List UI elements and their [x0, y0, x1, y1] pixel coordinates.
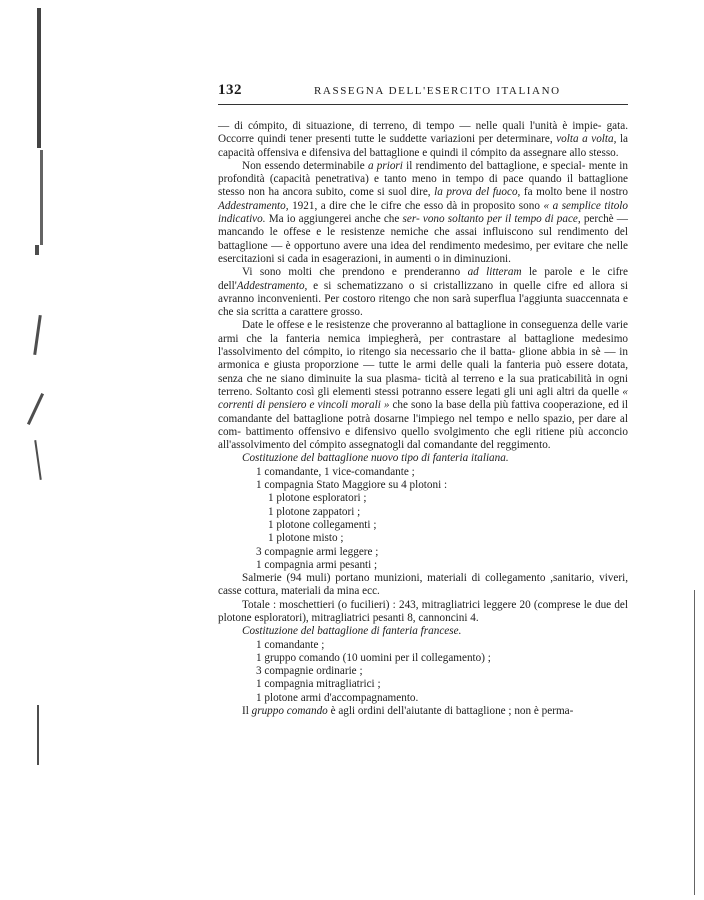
text-line: Salmerie (94 muli) portano munizioni, materiali di collegamento ,sanitario,: [242, 572, 595, 585]
paragraph: [218, 120, 628, 160]
text-line: 1921, a dire che le cifre che esso dà: [288, 199, 458, 212]
text-line: cada in esagerazioni, in aumenti o in diminuzioni.: [287, 252, 511, 265]
french-battalion-heading: Costituzione del battaglione di fanteria francese.: [242, 625, 462, 638]
text-line: il rendimento del battaglione, e special-: [402, 159, 586, 172]
emphasis: « a semplice titolo indicativo.: [218, 199, 628, 226]
text-line: delle varie armi che la fanteria nemica impiegherà, per contrastare al battaglione: [218, 319, 628, 345]
text-line: il battaglione stesso non ha ancora subito, come si suol dire,: [218, 173, 629, 199]
text-line: — di cómpito, di situazione, di terreno, di tempo — nelle quali l'unità è impie-: [218, 120, 602, 132]
scan-edge-mark: [27, 393, 44, 425]
text-line: da assegnare allo stesso.: [509, 146, 619, 159]
list-item: 1 gruppo comando (10 uomini per il collegamento) ;: [256, 651, 491, 664]
scan-edge-mark: [694, 590, 695, 895]
italian-battalion-heading: Costituzione del battaglione nuovo tipo di fanteria italiana.: [242, 452, 509, 465]
text-line: nemiche che assai influiscono sul rendimento del battaglione — è opportuno: [218, 226, 628, 252]
list-item: 1 comandante ;: [256, 638, 325, 651]
text-line: Vi sono molti che prendono e prenderanno: [242, 266, 468, 279]
text-line: Date le offese e le resistenze che proveranno al battaglione in conseguenza: [242, 319, 578, 332]
text-line: è agli ordini dell'aiutante di battaglione ; non è perma-: [327, 705, 574, 718]
list-item: 1 comandante, 1 vice-comandante ;: [256, 465, 415, 478]
text-line: Non essendo determinabile: [242, 159, 368, 172]
text-line: ticità al terreno e la sua praticabilità in ogni terreno. Soltanto così gli elementi: [218, 372, 629, 398]
text-line: e si schematizzano o si cristallizzano in quelle cifre ed allora: [307, 279, 615, 292]
text-line: medesimo l'assolvimento del cómpito, io ritengo sia necessario che il batta-: [218, 332, 629, 359]
text-line: stessi potranno essere legati gli uni agli altri da quelle: [374, 385, 623, 398]
paragraph: [218, 599, 628, 626]
list-item: 1 plotone esploratori ;: [268, 492, 367, 505]
text-line: Totale : moschettieri (o fucilieri) : 243, mitragliatrici leggere 20 (comprese: [242, 598, 581, 611]
text-line: Ma io aggiungerei anche che: [265, 213, 403, 226]
scan-edge-mark: [35, 245, 39, 255]
emphasis: vincoli morali »: [317, 399, 390, 412]
page-number: 132: [218, 82, 242, 98]
list-item: 3 compagnie ordinarie ;: [256, 665, 363, 678]
text-line: all'assolvimento del cómpito assegnatogli dal comandante del reggimento.: [218, 439, 551, 452]
text-line: gata. Occorre quindi tener presenti tutte le suddette variazioni per determinare,: [218, 120, 629, 146]
italian-list: [218, 466, 628, 572]
text-line: le due del plotone esploratori), mitragliatrici pesanti 8, cannoncini 4.: [218, 598, 629, 624]
emphasis: Addestramento,: [236, 279, 308, 292]
emphasis: ser-: [402, 213, 420, 226]
text-line: dell': [218, 279, 237, 292]
emphasis: volta a volta,: [556, 133, 617, 146]
text-line: fa molto bene il nostro: [523, 186, 629, 199]
scan-edge-mark: [33, 315, 42, 355]
list-item: 1 plotone misto ;: [268, 532, 344, 545]
emphasis: « correnti di pensiero e: [218, 385, 629, 412]
emphasis: a priori: [367, 159, 403, 172]
list-item: 1 plotone collegamenti ;: [268, 518, 377, 531]
scan-edge-mark: [37, 8, 41, 148]
paragraph: [218, 572, 628, 599]
paragraph: [218, 160, 628, 266]
scan-edge-mark: [37, 705, 39, 765]
section-heading: [218, 452, 628, 465]
text-line: del battaglione potrà dosarne l'impiego nel tempo e nello spazio, per dare al com-: [218, 412, 628, 438]
list-item: 1 plotone armi d'accompagnamento.: [256, 691, 419, 704]
emphasis: gruppo comando: [251, 705, 328, 718]
text-line: suaccennata e che sia scritta a carattere grosso.: [218, 292, 628, 319]
emphasis: ad litteram: [467, 266, 522, 279]
french-list: [218, 639, 628, 705]
scan-edge-mark: [34, 440, 42, 480]
list-item: 1 compagnia mitragliatrici ;: [256, 678, 381, 691]
list-item: 3 compagnie armi leggere ;: [256, 545, 379, 558]
text-line: glione abbia in sè — in armonica e giusta proporzione — tutte le armi delle: [218, 346, 628, 372]
text-line: la capacità offensiva e difensiva del battaglione e quindi il cómpito: [218, 133, 629, 159]
text-line: battimento offensivo e difensivo quello svolgimento che egli ritiene più acconcio: [245, 425, 629, 438]
list-item: 1 compagnia Stato Maggiore su 4 plotoni :: [256, 479, 448, 492]
paragraph: [218, 705, 628, 718]
text-line: viveri, casse cottura, materiali da mina ecc.: [218, 572, 629, 598]
emphasis: vono soltanto per il tempo di pace,: [422, 213, 581, 226]
text-line: quali la fanteria può essere dotata, senza che ne siano diminuite la sua plasma-: [218, 359, 629, 385]
text-line: che sono la base della più fattiva cooperazione, ed il comandante: [218, 399, 629, 425]
text-line: le parole e le cifre: [521, 266, 628, 279]
paragraph: [218, 266, 628, 319]
emphasis: la prova del fuoco,: [434, 186, 521, 199]
text-line: avere una idea del rendimento medesimo, per evitare che nelle esercitazioni si: [218, 239, 629, 265]
list-item: 1 compagnia armi pesanti ;: [256, 558, 378, 571]
text-line: si avranno inconvenienti. Per costoro ritengo che non sarà superflua l'aggiunta: [218, 279, 628, 305]
text-line: mente in profondità (capacità penetrativa) e tanto meno in tempo di pace quando: [218, 159, 628, 186]
running-title: RASSEGNA DELL'ESERCITO ITALIANO: [314, 85, 561, 97]
text-line: Il: [242, 705, 252, 718]
paragraph: [218, 319, 628, 452]
header-rule: [218, 104, 628, 105]
list-item: 1 plotone zappatori ;: [268, 505, 361, 518]
text-line: perchè — mancando le offese e le resistenze: [218, 213, 628, 239]
emphasis: Addestramento,: [218, 199, 289, 212]
page-body: [218, 120, 628, 718]
text-line: in proposito sono: [460, 199, 544, 212]
section-heading: [218, 625, 628, 638]
scan-edge-mark: [40, 150, 43, 245]
running-header: [214, 82, 626, 100]
